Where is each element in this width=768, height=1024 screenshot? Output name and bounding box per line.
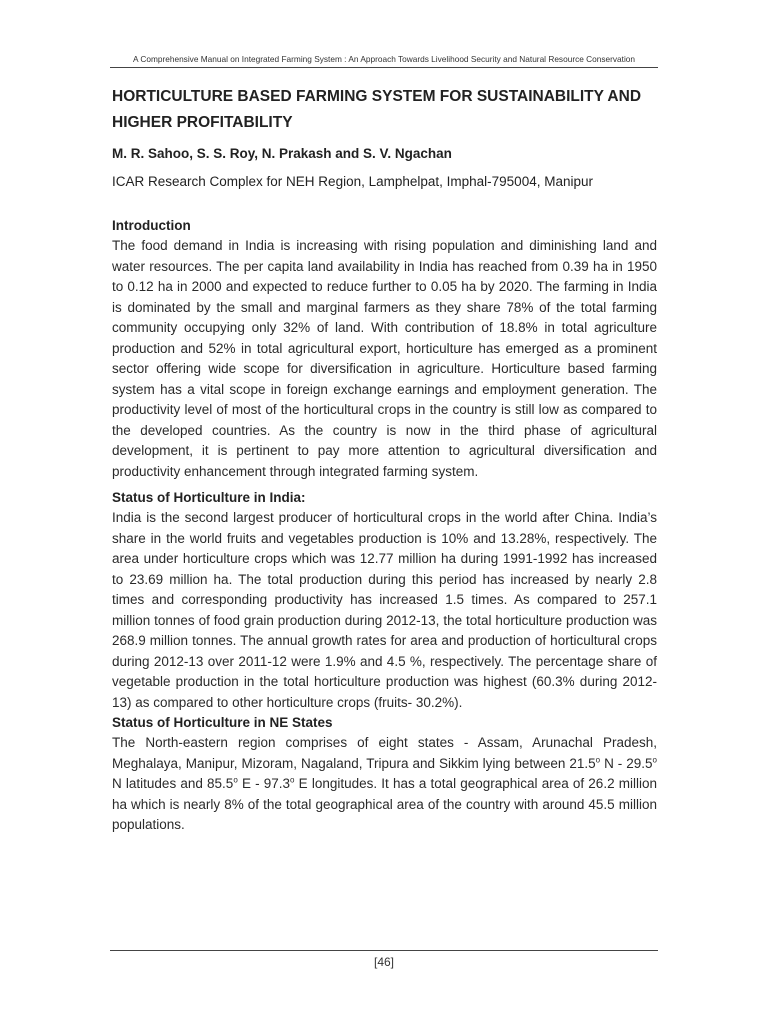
status-india-heading: Status of Horticulture in India:	[112, 490, 306, 505]
introduction-paragraph: The food demand in India is increasing with rising population and diminishing land and water resources. The per capita land availability in India has reached from 0.39 ha in 1950 to 0.12 ha in 2000 and expected to reduce further to 0.05 ha by 2020. The farming in India is dominated by the small and marginal farmers as they share 78% of the total farming community occupying only 32% of land. With contribution of 18.8% in total agriculture production and 52% in total agricultural export, horticulture has emerged as a prominent sector offering wide scope for diversification in agriculture. Horticulture based farming system has a vital scope in foreign exchange earnings and employment generation. The productivity level of most of the horticultural crops in the country is still low as compared to the developed countries. As the country is now in the third phase of agricultural development, it is pertinent to pay more attention to agricultural diversification and productivity enhancement through integrated farming system.	[112, 238, 657, 479]
header-rule	[110, 67, 658, 68]
article-body	[112, 84, 657, 836]
article-title	[112, 84, 657, 136]
title-line-2: HIGHER PROFITABILITY	[112, 114, 293, 131]
authors: M. R. Sahoo, S. S. Roy, N. Prakash and S. V. Ngachan	[112, 146, 452, 161]
status-india-paragraph: India is the second largest producer of horticultural crops in the world after China. India’s share in the world fruits and vegetables production is 10% and 13.28%, respectively. The area under horticulture crops which was 12.77 million ha during 1991-1992 has increased to 23.69 million ha. The total production during this period has increased by nearly 2.8 times and corresponding productivity has increased 1.5 times. As compared to 257.1 million tonnes of food grain production during 2012-13, the total horticulture production was 268.9 million tonnes. The annual growth rates for area and production of horticultural crops during 2012-13 over 2011-12 were 1.9% and 4.5 %, respectively. The percentage share of vegetable production in the total horticulture production was highest (60.3% during 2012-13) as compared to other horticulture crops (fruits- 30.2%).	[112, 510, 657, 710]
footer-rule	[110, 950, 658, 951]
status-ne-paragraph: The North-eastern region comprises of eight states - Assam, Arunachal Pradesh, Meghalaya, Manipur, Mizoram, Nagaland, Tripura and Sikkim lying between 21.5$^o$ N - 29.5$^o$ N latitudes and 85.5$^o$ E - 97.3$^o$ E longitudes. It has a total geographical area of 26.2 million ha which is nearly 8% of the total geographical area of the country with around 45.5 million populations.	[112, 735, 657, 832]
affiliation: ICAR Research Complex for NEH Region, Lamphelpat, Imphal-795004, Manipur	[112, 174, 593, 189]
introduction-heading: Introduction	[112, 218, 191, 233]
running-head: A Comprehensive Manual on Integrated Farming System : An Approach Towards Livelihood Security and Natural Resource Conservation	[132, 54, 636, 64]
status-ne-heading: Status of Horticulture in NE States	[112, 715, 333, 730]
page-number: [46]	[373, 955, 394, 969]
title-line-1: HORTICULTURE BASED FARMING SYSTEM FOR SUSTAINABILITY AND	[112, 88, 642, 105]
